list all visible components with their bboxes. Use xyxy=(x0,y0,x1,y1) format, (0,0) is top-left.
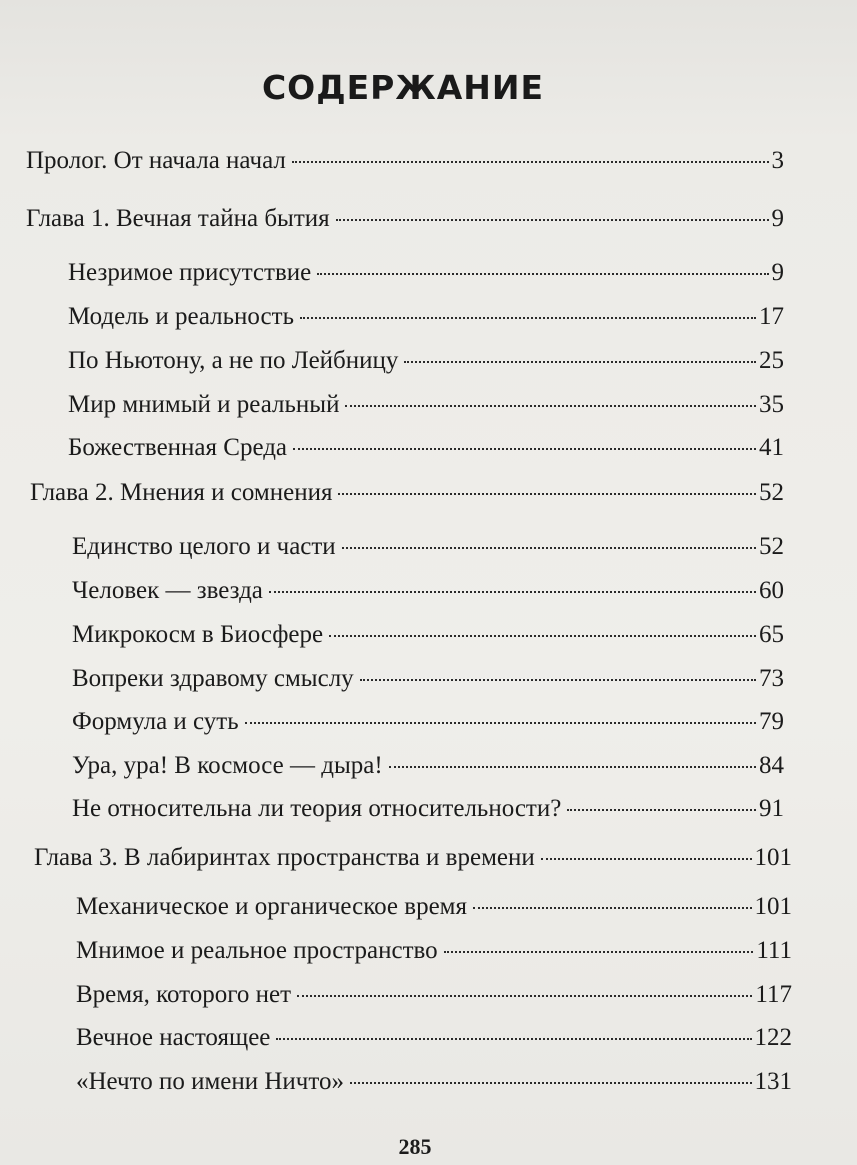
contents-heading: СОДЕРЖАНИЕ xyxy=(261,68,545,107)
toc-section-entry xyxy=(72,751,784,781)
toc-entry-page: 9 xyxy=(771,205,784,232)
toc-entry-page: 111 xyxy=(756,937,792,964)
toc-entry-page: 65 xyxy=(759,621,784,648)
toc-entry-page: 91 xyxy=(759,795,784,822)
toc-section-entry xyxy=(76,1067,792,1097)
toc-section-entry xyxy=(68,258,784,288)
toc-section-entry xyxy=(72,794,784,824)
dot-leader xyxy=(336,219,769,221)
toc-entry-page: 3 xyxy=(771,147,784,174)
toc-entry-title: Человек — звезда xyxy=(72,577,263,604)
toc-chapter-entry xyxy=(34,843,792,873)
toc-entry-title: Пролог. От начала начал xyxy=(26,147,286,174)
toc-entry-title: Не относительна ли теория относительности? xyxy=(72,795,562,822)
toc-entry-title: Глава 3. В лабиринтах пространства и времени xyxy=(34,844,535,871)
dot-leader xyxy=(342,547,756,549)
toc-entry-page: 101 xyxy=(754,844,792,871)
toc-section-entry xyxy=(72,664,784,694)
toc-section-entry xyxy=(76,936,792,966)
page-number: 285 xyxy=(398,1134,432,1159)
toc-entry-page: 122 xyxy=(754,1024,792,1051)
dot-leader xyxy=(389,766,756,768)
dot-leader xyxy=(269,591,756,593)
toc-entry-title: Ура, ура! В космосе — дыра! xyxy=(72,752,383,779)
dot-leader xyxy=(329,635,756,637)
toc-section-entry xyxy=(72,576,784,606)
toc-entry-title: Механическое и органическое время xyxy=(76,893,467,920)
toc-section-entry xyxy=(72,620,784,650)
toc-section-entry xyxy=(72,707,784,737)
dot-leader xyxy=(300,317,756,319)
toc-entry-page: 60 xyxy=(759,577,784,604)
dot-leader xyxy=(297,995,752,997)
toc-entry-page: 17 xyxy=(759,303,784,330)
toc-entry-title: Модель и реальность xyxy=(68,303,294,330)
dot-leader xyxy=(350,1082,752,1084)
toc-entry-page: 52 xyxy=(759,479,784,506)
toc-entry-page: 25 xyxy=(759,347,784,374)
dot-leader xyxy=(276,1038,751,1040)
toc-section-entry xyxy=(72,532,784,562)
toc-entry-page: 117 xyxy=(755,981,792,1008)
toc-entry-title: Вечное настоящее xyxy=(76,1024,271,1051)
toc-entry-title: Божественная Среда xyxy=(68,434,288,461)
toc-section-entry xyxy=(76,980,792,1010)
toc-chapter-entry xyxy=(30,478,784,508)
dot-leader xyxy=(317,273,768,275)
toc-entry-title: «Нечто по имени Ничто» xyxy=(76,1068,344,1095)
dot-leader xyxy=(292,161,769,163)
toc-section-entry xyxy=(68,390,784,420)
toc-section-entry xyxy=(68,433,784,463)
toc-entry-page: 131 xyxy=(754,1068,792,1095)
dot-leader xyxy=(345,405,756,407)
toc-entry-page: 73 xyxy=(759,665,784,692)
dot-leader xyxy=(541,858,752,860)
toc-chapter-entry xyxy=(26,146,784,176)
dot-leader xyxy=(444,951,754,953)
toc-entry-page: 79 xyxy=(759,708,784,735)
toc-chapter-entry xyxy=(26,204,784,234)
toc-entry-title: Мнимое и реальное пространство xyxy=(76,937,438,964)
toc-entry-page: 41 xyxy=(759,434,784,461)
dot-leader xyxy=(338,493,756,495)
toc-section-entry xyxy=(68,302,784,332)
dot-leader xyxy=(360,679,756,681)
toc-entry-page: 101 xyxy=(754,893,792,920)
toc-entry-page: 35 xyxy=(759,391,784,418)
toc-entry-title: Микрокосм в Биосфере xyxy=(72,621,324,648)
toc-entry-page: 84 xyxy=(759,752,784,779)
dot-leader xyxy=(473,907,752,909)
dot-leader xyxy=(404,361,756,363)
toc-entry-page: 9 xyxy=(771,259,784,286)
toc-entry-title: Единство целого и части xyxy=(72,533,336,560)
toc-entry-title: Время, которого нет xyxy=(76,981,292,1008)
dot-leader xyxy=(567,809,756,811)
dot-leader xyxy=(245,722,756,724)
toc-entry-title: Вопреки здравому смыслу xyxy=(72,665,354,692)
dot-leader xyxy=(293,448,756,450)
toc-entry-page: 52 xyxy=(759,533,784,560)
toc-entry-title: Формула и суть xyxy=(72,708,239,735)
toc-entry-title: Незримое присутствие xyxy=(68,259,312,286)
toc-entry-title: Глава 2. Мнения и сомнения xyxy=(30,479,333,506)
toc-entry-title: По Ньютону, а не по Лейбницу xyxy=(68,347,399,374)
toc-section-entry xyxy=(68,346,784,376)
toc-section-entry xyxy=(76,1023,792,1053)
toc-section-entry xyxy=(76,892,792,922)
toc-entry-title: Мир мнимый и реальный xyxy=(68,391,340,418)
toc-entry-title: Глава 1. Вечная тайна бытия xyxy=(26,205,330,232)
